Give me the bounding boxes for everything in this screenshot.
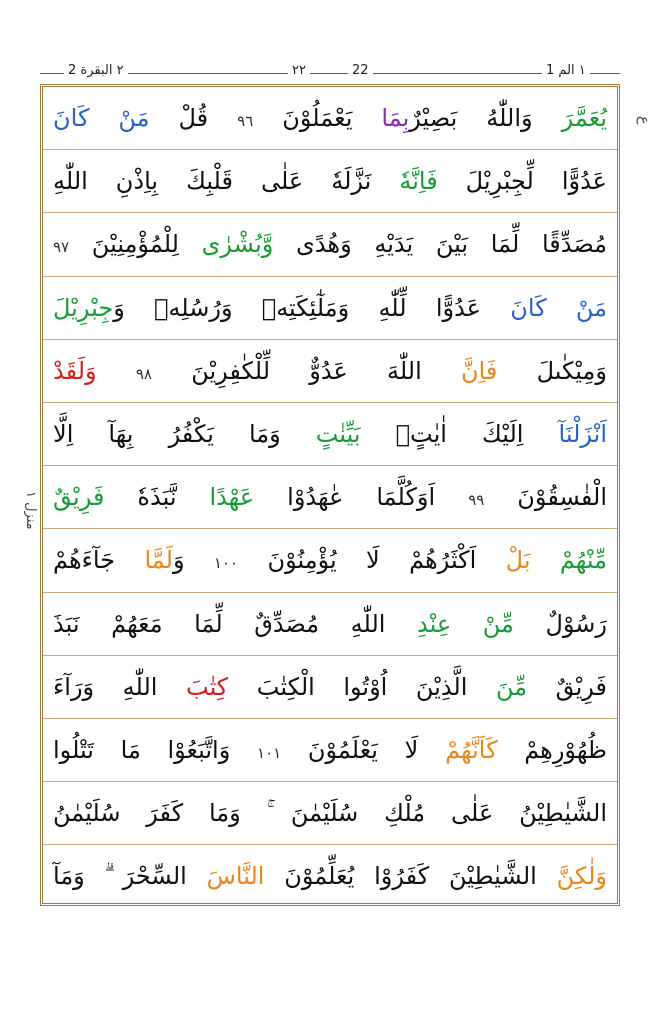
text-segment: رَسُوْلٌ	[513, 609, 607, 638]
text-segment: وَاتَّبَعُوْا مَا تَتْلُوا	[53, 736, 258, 764]
text-segment: ظُهُوْرِهِمْ	[497, 736, 607, 764]
text-segment: مِّنْ عِنْدِ	[417, 609, 514, 638]
text-segment: الَّذِيْنَ اُوْتُوا الْكِتٰبَ	[228, 672, 496, 701]
text-segment: مِّنْهُمْ	[559, 546, 608, 575]
text-line	[43, 340, 617, 403]
text-segment: السِّحْرَ ۗ وَمَآ	[53, 862, 207, 891]
text-line	[43, 782, 617, 845]
text-segment: كَاَنَّهُمْ	[445, 736, 498, 764]
text-segment: لَا يَعْلَمُوْنَ	[281, 736, 446, 764]
text-segment: عَدُوًّا لِّجِبْرِيْلَ	[437, 167, 608, 196]
text-segment: يَعْمَلُوْنَ	[253, 104, 382, 132]
text-segment: وَمَا يَكْفُرُ بِهَآ اِلَّا	[53, 420, 316, 448]
ayah-number: ١٠١	[257, 744, 282, 762]
text-line	[43, 529, 617, 592]
ayah-number: ١٠٠	[213, 554, 239, 573]
text-segment: يُعَمَّرَ	[561, 104, 608, 132]
text-line	[43, 213, 617, 276]
text-line	[43, 593, 617, 656]
text-line	[43, 466, 617, 529]
text-segment: مَنْ كَانَ	[53, 104, 150, 132]
text-segment: اللّٰهَ عَدُوٌّ لِّلْكٰفِرِيْنَ	[151, 356, 461, 385]
text-line	[43, 150, 617, 213]
text-segment: الشَّيٰطِيْنُ عَلٰى مُلْكِ سُلَيْمٰنَ ۚ وَمَا كَفَرَ سُلَيْمٰنُ	[53, 799, 607, 828]
text-segment: اَوَكُلَّمَا عٰهَدُوْا	[254, 483, 469, 512]
text-segment: كِتٰبَ	[186, 672, 229, 701]
header-page-number: 22	[348, 63, 373, 78]
text-line	[43, 719, 617, 782]
text-segment: بَيِّنٰتٍ	[315, 420, 361, 448]
text-line	[43, 87, 617, 150]
ayah-number: ٩٦	[237, 112, 254, 130]
text-segment: وَلَقَدْ	[53, 356, 97, 385]
text-line	[43, 277, 617, 340]
text-segment: جَآءَهُمْ	[53, 546, 145, 575]
ruku-marker: ع	[636, 115, 652, 125]
ayah-number: ٩٨	[135, 364, 152, 383]
text-segment: اَكْثَرُهُمْ لَا يُؤْمِنُوْنَ	[238, 546, 506, 575]
text-segment: اِلَيْكَ اٰيٰتٍۢ	[360, 420, 559, 448]
page-header	[40, 62, 620, 84]
text-segment: مِّنَ	[495, 672, 528, 701]
text-segment: مُصَدِّقًا لِّمَا بَيْنَ يَدَيْهِ وَهُدًى	[273, 230, 607, 259]
text-segment: عَدُوًّا لِّلّٰهِ وَمَلٰٓئِكَتِهٖ وَرُسُلِهٖ وَ	[113, 293, 511, 322]
header-juz-label: ١ الم 1	[542, 63, 590, 78]
text-segment: الْفٰسِقُوْنَ	[484, 483, 607, 512]
text-segment: مَنْ كَانَ	[510, 293, 607, 322]
text-segment: لَمَّا	[144, 546, 173, 575]
text-segment	[97, 357, 136, 385]
text-segment: وَلٰكِنَّ	[556, 862, 608, 891]
text-segment: وَّبُشْرٰى	[201, 230, 274, 259]
text-segment: وَ	[172, 546, 214, 575]
text-segment: فَرِيْقٌ	[527, 672, 608, 701]
text-segment: اَنْزَلْنَآ	[558, 420, 607, 448]
text-line	[43, 403, 617, 466]
text-segment: فَرِيْقٌ	[53, 483, 105, 512]
text-segment: فَاِنَّهٗ	[399, 167, 438, 196]
text-segment: جِبْرِيْلَ	[53, 293, 114, 322]
text-line	[43, 845, 617, 908]
text-frame	[40, 84, 620, 906]
text-segment: فَاِنَّ	[460, 356, 498, 385]
text-line	[43, 656, 617, 719]
text-segment: وَمِيْكٰىلَ	[497, 356, 607, 385]
ayah-number: ٩٧	[53, 238, 70, 257]
text-segment: بَلْ	[505, 546, 560, 575]
manzil-marker: منزل ١	[23, 490, 38, 530]
text-segment: الشَّيٰطِيْنَ كَفَرُوْا يُعَلِّمُوْنَ	[264, 862, 557, 891]
text-segment: اللّٰهِ مُصَدِّقٌ لِّمَا مَعَهُمْ نَبَذَ	[53, 609, 418, 638]
text-segment: نَّبَذَهٗ	[104, 483, 210, 512]
text-segment: عَهْدًا	[209, 483, 255, 512]
text-segment: نَزَّلَهٗ عَلٰى قَلْبِكَ بِاِذْنِ اللّٰهِ	[53, 167, 400, 196]
ayah-number: ٩٩	[468, 491, 485, 510]
text-segment: قُلْ	[149, 104, 238, 132]
text-segment: اللّٰهِ وَرَآءَ	[53, 672, 186, 701]
text-segment: وَاللّٰهُ بَصِيْرٌ	[409, 104, 562, 132]
header-surah-label: ٢ البقرة 2	[64, 63, 128, 78]
header-page-number-arabic: ٢٢	[288, 63, 310, 78]
text-segment: بِمَا	[381, 104, 410, 132]
text-segment: النَّاسَ	[206, 862, 265, 891]
text-segment: لِلْمُؤْمِنِيْنَ	[69, 230, 202, 259]
